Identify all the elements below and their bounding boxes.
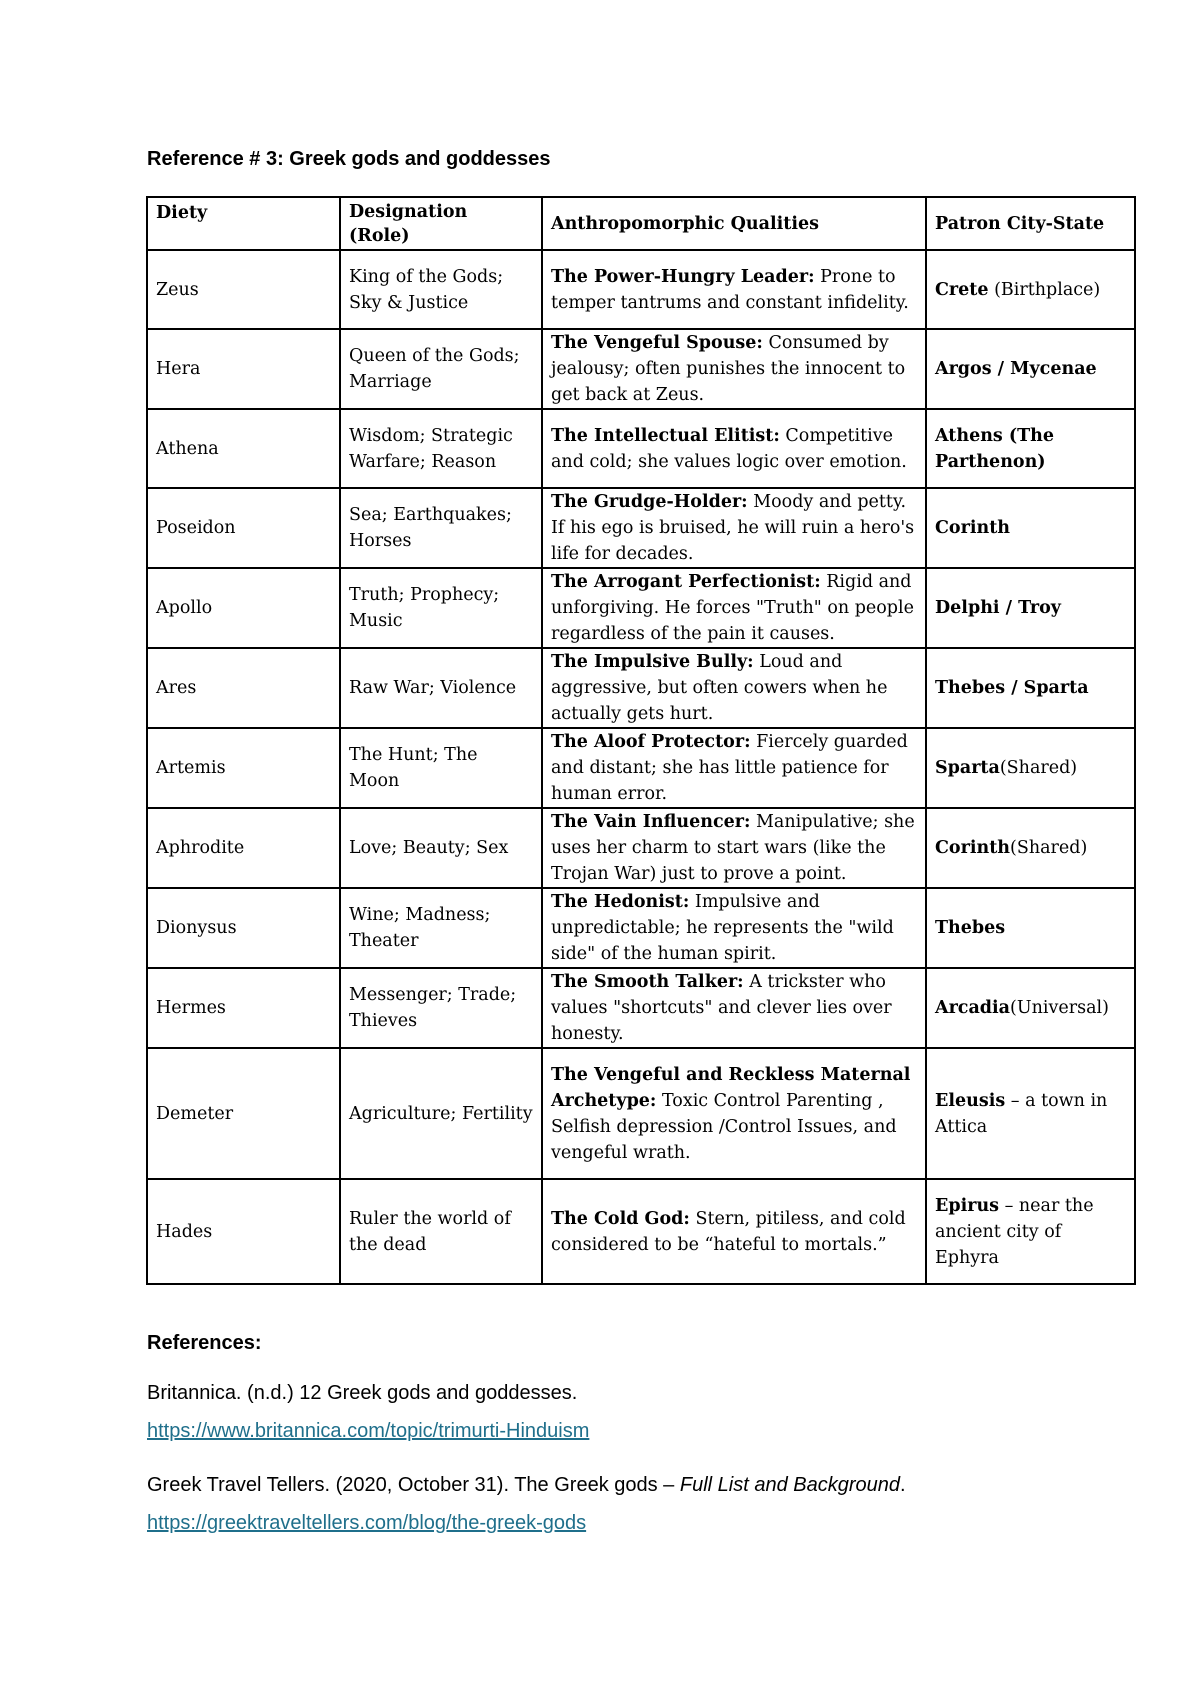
city-name: Crete [935, 279, 989, 300]
table-row [147, 888, 1135, 968]
patron-city [926, 329, 1135, 409]
city-note: – near the ancient city of Ephyra [935, 1195, 1094, 1268]
deity-name: Zeus [147, 250, 340, 329]
city-name: Arcadia [935, 998, 1011, 1018]
deity-role: Ruler the world of the dead [340, 1179, 542, 1284]
patron-city [926, 1048, 1135, 1179]
deity-role: Truth; Prophecy; Music [340, 568, 542, 648]
header-role: Designation (Role) [340, 197, 542, 250]
table-header-row [147, 197, 1135, 250]
quality-name: The Smooth Talker: [551, 972, 744, 992]
header-deity: Diety [147, 197, 340, 250]
quality-description: Rigid and unforgiving. He forces "Truth" on people regardless of the pain it causes. [551, 572, 914, 644]
quality-description: Prone to temper tantrums and constant infidelity. [551, 266, 909, 313]
deity-qualities [542, 488, 926, 568]
deity-qualities [542, 808, 926, 888]
deity-name: Athena [147, 409, 340, 488]
deity-role: Agriculture; Fertility [340, 1048, 542, 1179]
deity-qualities [542, 329, 926, 409]
city-name: Corinth [935, 838, 1010, 858]
references-heading: References: [147, 1332, 262, 1354]
quality-name: The Arrogant Perfectionist: [551, 572, 821, 592]
table-row [147, 409, 1135, 488]
deity-qualities [542, 648, 926, 728]
quality-description: Loud and aggressive, but often cowers when he actually gets hurt. [551, 652, 888, 724]
city-name: Sparta [935, 758, 1000, 778]
deity-role: Raw War; Violence [340, 648, 542, 728]
quality-description: A trickster who values "shortcuts" and clever lies over honesty. [551, 972, 892, 1044]
quality-name: The Vain Influencer: [551, 812, 751, 832]
table-row [147, 808, 1135, 888]
deity-role: The Hunt; The Moon [340, 728, 542, 808]
city-name: Corinth [935, 518, 1010, 538]
deity-qualities [542, 250, 926, 329]
deity-qualities [542, 968, 926, 1048]
gods-table [146, 196, 1136, 1285]
deity-role: Wine; Madness; Theater [340, 888, 542, 968]
deity-name: Hades [147, 1179, 340, 1284]
deity-qualities [542, 728, 926, 808]
table-row [147, 1048, 1135, 1179]
patron-city [926, 648, 1135, 728]
deity-name: Dionysus [147, 888, 340, 968]
reference-link[interactable]: https://www.britannica.com/topic/trimurti-Hinduism [147, 1420, 590, 1442]
deity-role: Love; Beauty; Sex [340, 808, 542, 888]
table-row [147, 329, 1135, 409]
deity-qualities [542, 568, 926, 648]
city-note: (Birthplace) [988, 279, 1101, 300]
city-name: Delphi / Troy [935, 598, 1061, 618]
deity-name: Artemis [147, 728, 340, 808]
page-title: Reference # 3: Greek gods and goddesses [147, 148, 551, 170]
quality-description: Stern, pitiless, and cold considered to be “hateful to mortals.” [551, 1208, 906, 1255]
table-row [147, 250, 1135, 329]
deity-role: Wisdom; Strategic Warfare; Reason [340, 409, 542, 488]
city-name: Thebes / Sparta [935, 678, 1089, 698]
patron-city [926, 808, 1135, 888]
table-row [147, 968, 1135, 1048]
quality-description: Consumed by jealousy; often punishes the innocent to get back at Zeus. [551, 333, 906, 405]
table-row [147, 728, 1135, 808]
deity-name: Apollo [147, 568, 340, 648]
deity-name: Aphrodite [147, 808, 340, 888]
reference-item-greek-travel-tellers [147, 1466, 1107, 1542]
reference-link[interactable]: https://greektraveltellers.com/blog/the-greek-gods [147, 1512, 587, 1534]
deity-name: Demeter [147, 1048, 340, 1179]
patron-city [926, 250, 1135, 329]
city-name: Thebes [935, 918, 1006, 938]
patron-city [926, 888, 1135, 968]
table-row [147, 488, 1135, 568]
city-note: – a town in Attica [935, 1090, 1108, 1137]
table-row [147, 568, 1135, 648]
quality-name: The Aloof Protector: [551, 732, 751, 752]
deity-role: Sea; Earthquakes; Horses [340, 488, 542, 568]
quality-name: The Hedonist: [551, 892, 690, 912]
reference-tail: . [900, 1474, 906, 1496]
deity-name: Hermes [147, 968, 340, 1048]
table-row [147, 1179, 1135, 1284]
city-note: (Shared) [1010, 838, 1088, 858]
patron-city [926, 568, 1135, 648]
references-section [147, 1330, 1107, 1558]
quality-description: Fiercely guarded and distant; she has little patience for human error. [551, 732, 908, 804]
reference-item-britannica [147, 1374, 1107, 1450]
quality-description: Moody and petty. If his ego is bruised, he will ruin a hero's life for decades. [551, 492, 915, 564]
quality-name: The Vengeful and Reckless Maternal Archetype: [551, 1064, 911, 1111]
quality-name: The Grudge-Holder: [551, 492, 748, 512]
quality-description: Toxic Control Parenting , Selfish depression /Control Issues, and vengeful wrath. [551, 1090, 897, 1163]
reference-text: Greek Travel Tellers. (2020, October 31). The Greek gods – [147, 1474, 680, 1496]
header-city: Patron City-State [926, 197, 1135, 250]
city-note: (Shared) [999, 758, 1078, 778]
quality-name: The Intellectual Elitist: [551, 425, 780, 446]
city-name: Eleusis [935, 1090, 1006, 1111]
deity-qualities [542, 888, 926, 968]
deity-role: Queen of the Gods; Marriage [340, 329, 542, 409]
deity-name: Poseidon [147, 488, 340, 568]
quality-description: Manipulative; she uses her charm to start wars (like the Trojan War) just to prove a point. [551, 812, 915, 884]
patron-city [926, 728, 1135, 808]
patron-city [926, 488, 1135, 568]
quality-name: The Cold God: [551, 1208, 690, 1229]
patron-city [926, 968, 1135, 1048]
deity-qualities [542, 1179, 926, 1284]
quality-name: The Impulsive Bully: [551, 652, 754, 672]
quality-name: The Vengeful Spouse: [551, 333, 763, 353]
deity-name: Ares [147, 648, 340, 728]
deity-qualities [542, 409, 926, 488]
deity-qualities [542, 1048, 926, 1179]
patron-city [926, 409, 1135, 488]
quality-name: The Power-Hungry Leader: [551, 266, 815, 287]
city-name: Argos / Mycenae [935, 359, 1097, 379]
header-qualities: Anthropomorphic Qualities [542, 197, 926, 250]
city-note: (Universal) [1010, 998, 1109, 1018]
table-row [147, 648, 1135, 728]
city-name: Epirus [935, 1195, 1000, 1216]
deity-role: King of the Gods; Sky & Justice [340, 250, 542, 329]
patron-city [926, 1179, 1135, 1284]
reference-italic-title: Full List and Background [679, 1474, 900, 1496]
deity-role: Messenger; Trade; Thieves [340, 968, 542, 1048]
deity-name: Hera [147, 329, 340, 409]
city-name: Athens (The Parthenon) [935, 425, 1055, 472]
quality-description: Impulsive and unpredictable; he represents the "wild side" of the human spirit. [551, 892, 894, 964]
quality-description: Competitive and cold; she values logic over emotion. [551, 425, 907, 472]
reference-text: Britannica. (n.d.) 12 Greek gods and goddesses. [147, 1382, 578, 1404]
